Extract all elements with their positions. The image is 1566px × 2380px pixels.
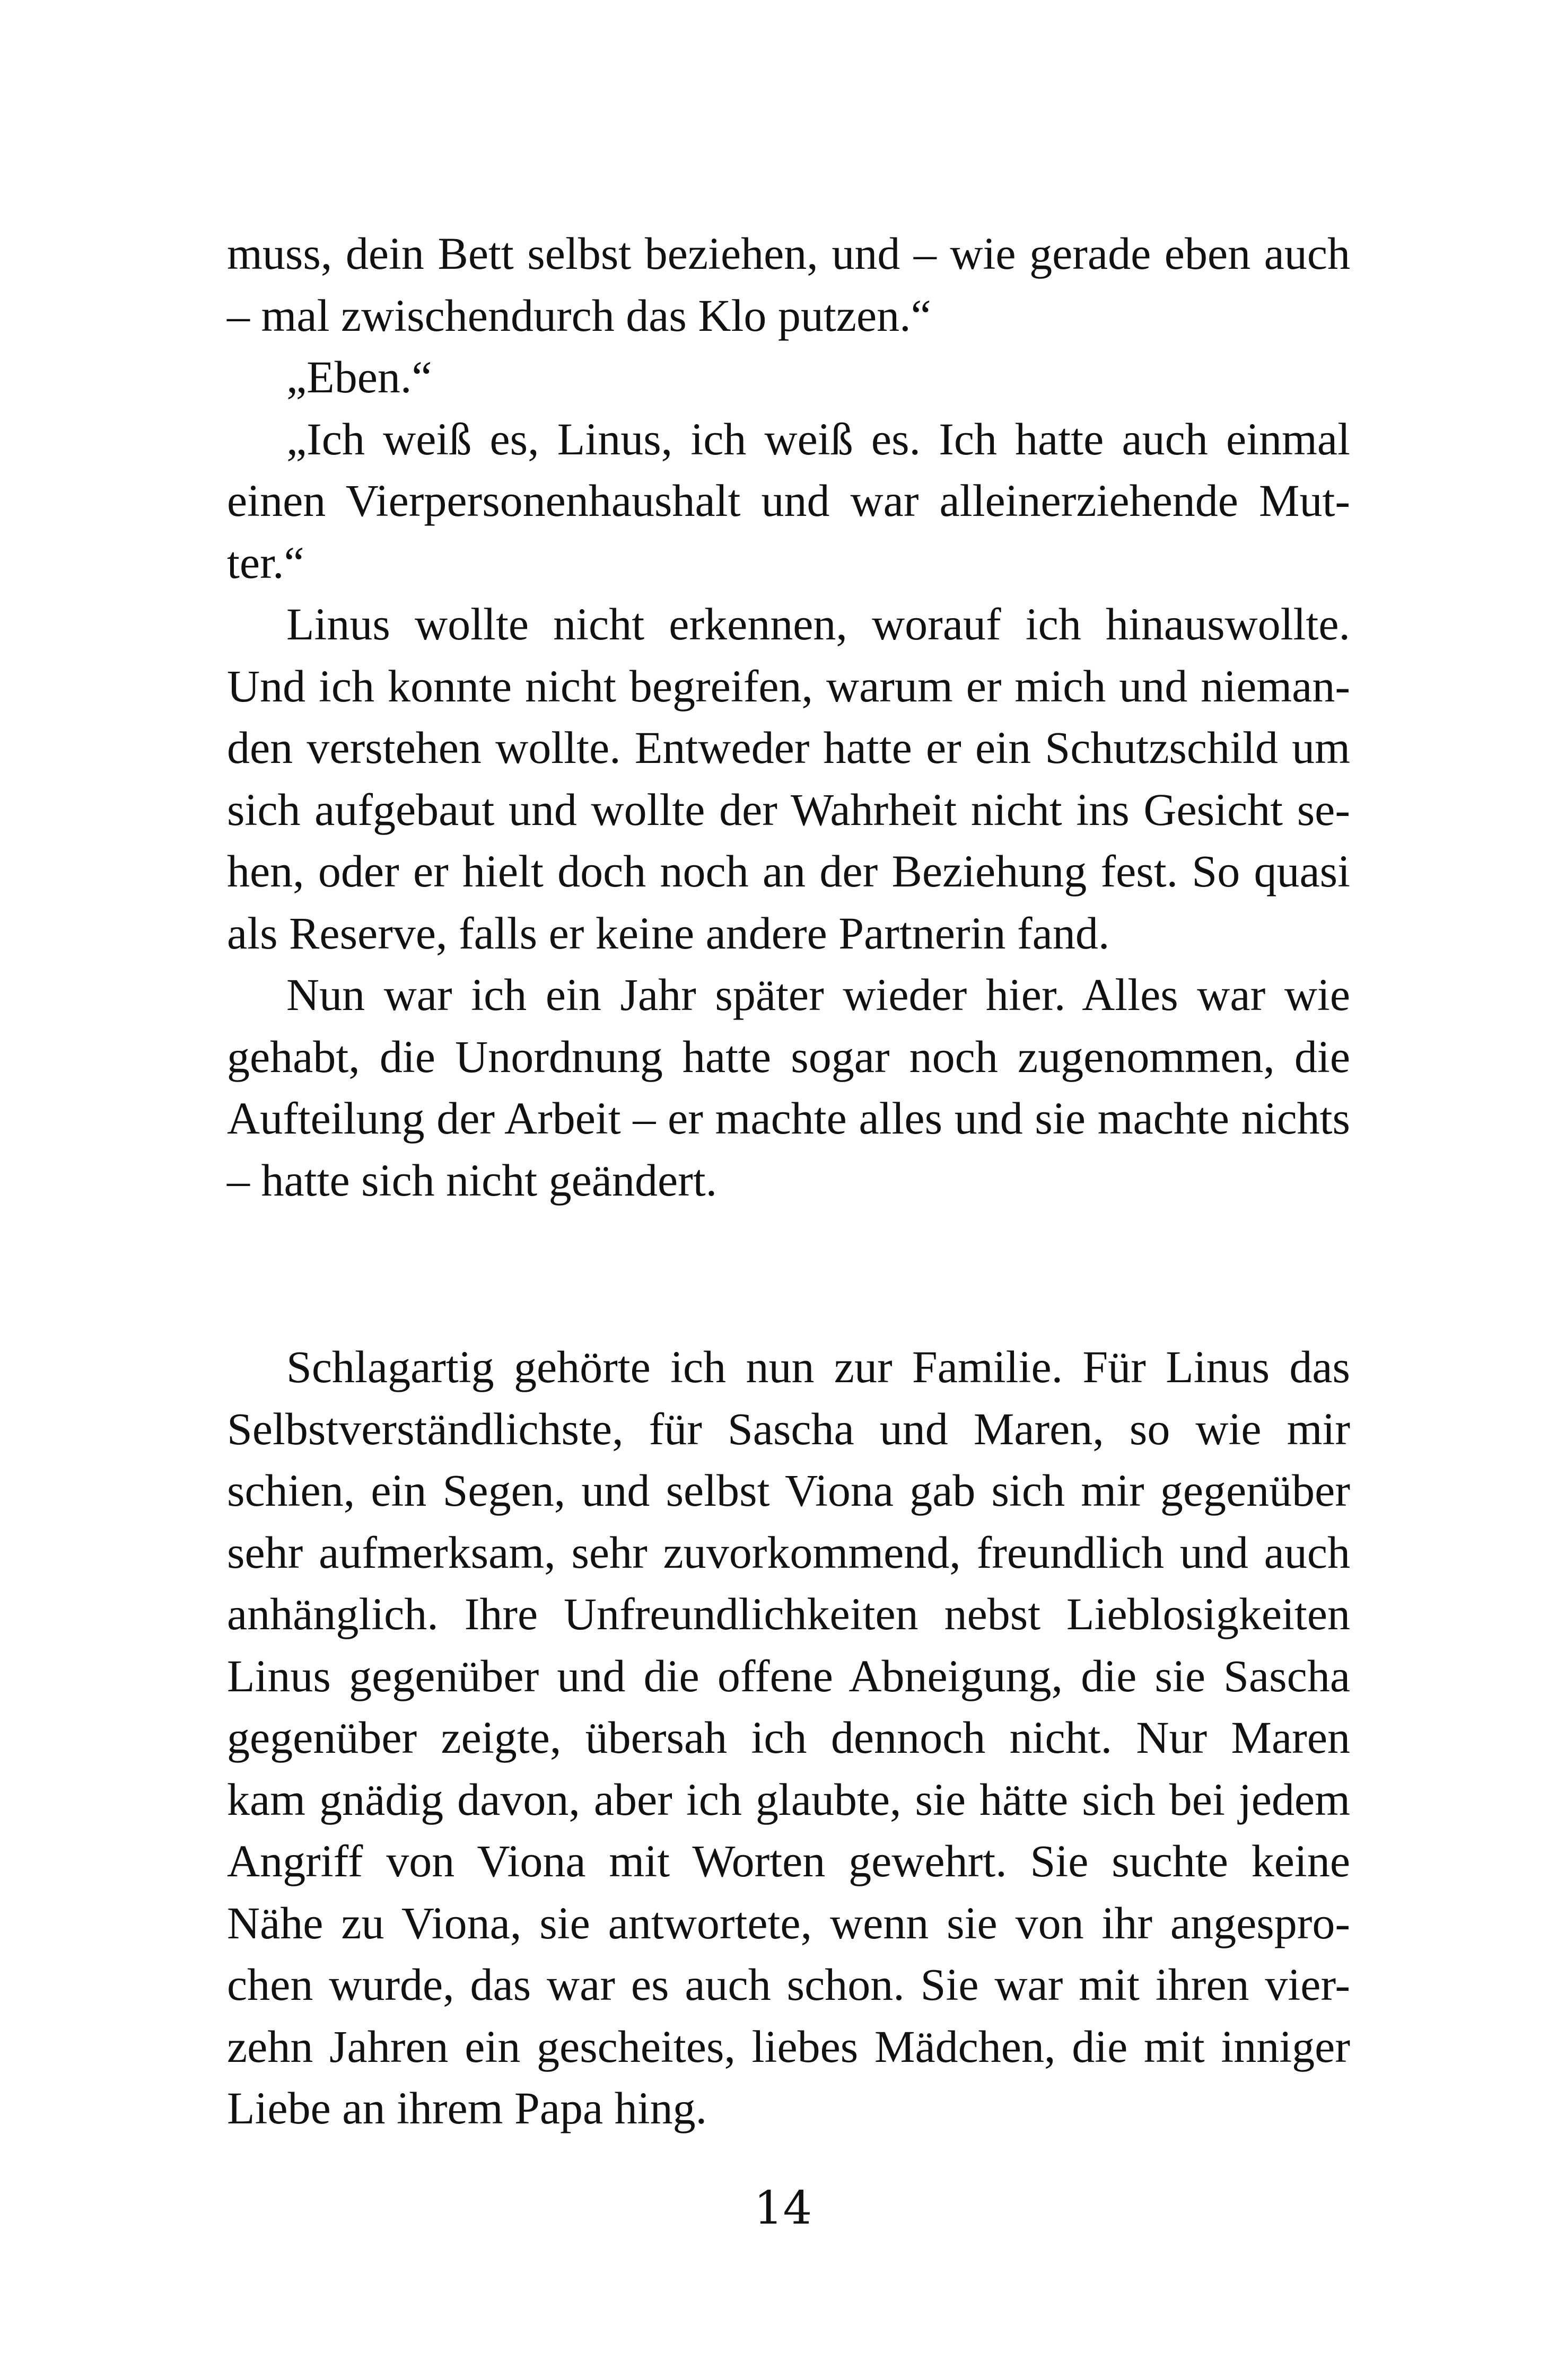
text-line: anhänglich. Ihre Unfreundlichkeiten nebst Lieblosigkeiten	[227, 1588, 1350, 1639]
text-line: gegenüber zeigte, übersah ich dennoch nicht. Nur Maren	[227, 1712, 1350, 1763]
text-line: „Ich weiß es, Linus, ich weiß es. Ich hatte auch einmal	[286, 413, 1350, 464]
text-section-1	[227, 223, 1350, 1211]
text-line: zehn Jahren ein gescheites, liebes Mädchen, die mit inniger	[227, 2021, 1350, 2072]
page-number: 14	[754, 2182, 812, 2235]
text-line: – hatte sich nicht geändert.	[227, 1154, 718, 1206]
text-line: Linus gegenüber und die offene Abneigung, die sie Sascha	[227, 1650, 1350, 1701]
text-line: einen Vierpersonenhaushalt und war alleinerziehende Mut-	[227, 475, 1350, 526]
text-line: den verstehen wollte. Entweder hatte er ein Schutzschild um	[227, 722, 1350, 773]
text-line: schien, ein Segen, und selbst Viona gab sich mir gegenüber	[227, 1465, 1350, 1516]
text-line: hen, oder er hielt doch noch an der Beziehung fest. So quasi	[227, 846, 1350, 897]
text-section-2	[227, 1336, 1350, 2139]
text-line: – mal zwischendurch das Klo putzen.“	[227, 289, 931, 341]
text-line: Selbstverständlichste, für Sascha und Maren, so wie mir	[227, 1403, 1350, 1454]
text-line: muss, dein Bett selbst beziehen, und – wie gerade eben auch	[227, 228, 1350, 279]
text-line: Angriff von Viona mit Worten gewehrt. Sie suchte keine	[227, 1836, 1350, 1886]
text-line: Und ich konnte nicht begreifen, warum er mich und nieman-	[227, 660, 1350, 712]
text-line: „Eben.“	[286, 352, 432, 402]
text-line: sich aufgebaut und wollte der Wahrheit nicht ins Gesicht se-	[227, 784, 1350, 835]
text-line: Schlagartig gehörte ich nun zur Familie. Für Linus das	[286, 1341, 1350, 1392]
text-line: als Reserve, falls er keine andere Partnerin fand.	[227, 907, 1110, 959]
text-line: kam gnädig davon, aber ich glaubte, sie hätte sich bei jedem	[227, 1773, 1350, 1825]
text-line: ter.“	[227, 537, 304, 588]
text-line: Nun war ich ein Jahr später wieder hier. Alles war wie	[286, 969, 1350, 1020]
text-line: Liebe an ihrem Papa hing.	[227, 2083, 707, 2133]
text-line: Aufteilung der Arbeit – er machte alles und sie machte nichts	[227, 1093, 1350, 1144]
text-line: Nähe zu Viona, sie antwortete, wenn sie von ihr angespro-	[227, 1897, 1350, 1948]
text-line: gehabt, die Unordnung hatte sogar noch zugenommen, die	[227, 1031, 1350, 1082]
text-line: Linus wollte nicht erkennen, worauf ich hinauswollte.	[286, 599, 1350, 649]
text-line: chen wurde, das war es auch schon. Sie war mit ihren vier-	[227, 1959, 1350, 2010]
text-line: sehr aufmerksam, sehr zuvorkommend, freundlich und auch	[227, 1526, 1350, 1578]
